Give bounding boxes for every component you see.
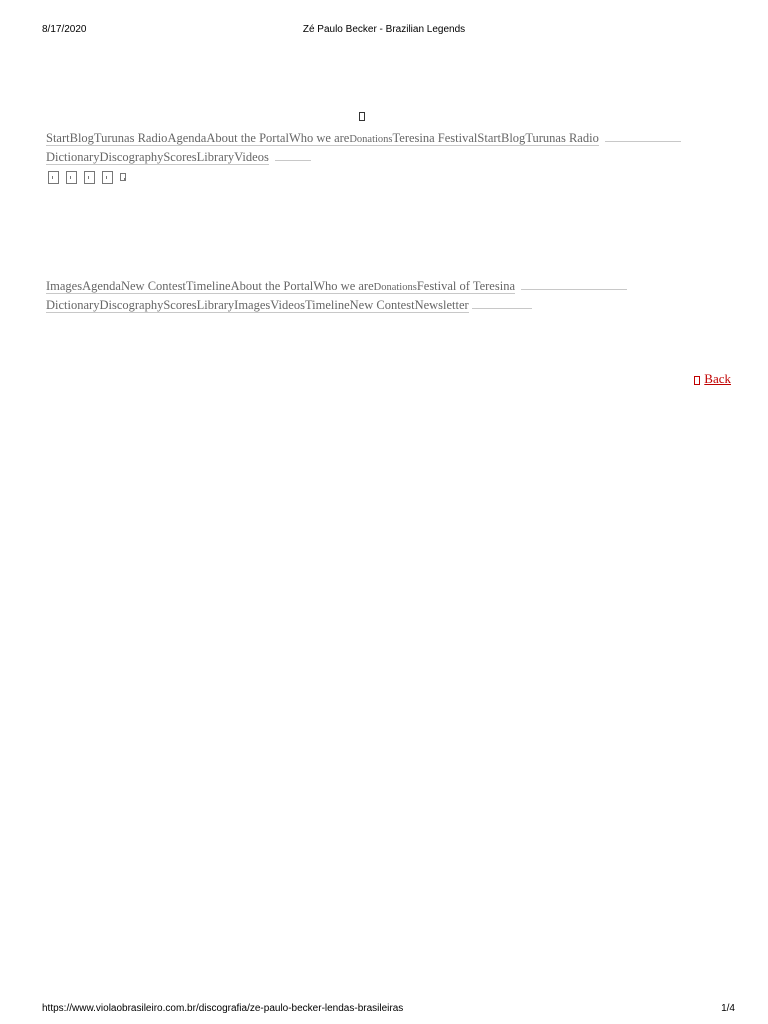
nav-start-2[interactable]: Start xyxy=(477,131,501,145)
nav-who-we-are[interactable]: Who we are xyxy=(288,131,350,145)
back-label: Back xyxy=(704,371,731,386)
nav-start[interactable]: Start xyxy=(46,131,70,145)
nav-new-contest-b[interactable]: New Contest xyxy=(349,298,415,312)
social-icons xyxy=(48,171,133,187)
social-icon-1[interactable] xyxy=(48,171,59,184)
search-field-1[interactable] xyxy=(605,129,681,142)
nav-agenda-b[interactable]: Agenda xyxy=(82,279,121,293)
nav-scores[interactable]: Scores xyxy=(163,150,197,164)
print-footer xyxy=(0,1003,768,1017)
nav-turunas-radio[interactable]: Turunas Radio xyxy=(93,131,168,145)
nav-festival-teresina[interactable]: Festival of Teresina xyxy=(416,279,515,293)
social-icon-3[interactable] xyxy=(84,171,95,184)
nav-new-contest[interactable]: New Contest xyxy=(120,279,186,293)
search-field-3[interactable] xyxy=(521,277,627,290)
nav-dictionary-b[interactable]: Dictionary xyxy=(46,298,100,312)
nav-dictionary[interactable]: Dictionary xyxy=(46,150,100,164)
print-header xyxy=(0,24,768,38)
nav-about-portal[interactable]: About the Portal xyxy=(206,131,289,145)
nav-teresina-festival[interactable]: Teresina Festival xyxy=(392,131,478,145)
nav-donations-b[interactable]: Donations xyxy=(373,282,417,293)
nav-about-portal-b[interactable]: About the Portal xyxy=(230,279,314,293)
back-link[interactable] xyxy=(694,371,731,387)
bottom-nav-row-2 xyxy=(46,296,532,313)
nav-videos-b[interactable]: Videos xyxy=(270,298,305,312)
nav-videos[interactable]: Videos xyxy=(234,150,269,164)
nav-scores-b[interactable]: Scores xyxy=(163,298,197,312)
nav-library[interactable]: Library xyxy=(196,150,235,164)
menu-icon[interactable] xyxy=(359,112,365,121)
back-arrow-icon xyxy=(694,376,700,385)
social-icon-2[interactable] xyxy=(66,171,77,184)
print-page-number: 1/4 xyxy=(721,1003,735,1014)
bottom-nav-row-1 xyxy=(46,277,627,296)
nav-blog[interactable]: Blog xyxy=(69,131,94,145)
nav-timeline-b[interactable]: Timeline xyxy=(304,298,350,312)
top-nav-row-2 xyxy=(46,148,311,165)
nav-newsletter[interactable]: Newsletter xyxy=(414,298,469,312)
nav-agenda[interactable]: Agenda xyxy=(167,131,207,145)
social-icon-4[interactable] xyxy=(102,171,113,184)
nav-library-b[interactable]: Library xyxy=(196,298,235,312)
nav-turunas-radio-2[interactable]: Turunas Radio xyxy=(525,131,599,145)
print-title: Zé Paulo Becker - Brazilian Legends xyxy=(302,24,466,35)
print-date: 8/17/2020 xyxy=(42,24,87,35)
nav-images-b[interactable]: Images xyxy=(234,298,271,312)
nav-timeline[interactable]: Timeline xyxy=(185,279,231,293)
nav-discography-b[interactable]: Discography xyxy=(99,298,164,312)
nav-blog-2[interactable]: Blog xyxy=(501,131,526,145)
nav-donations[interactable]: Donations xyxy=(349,134,393,145)
nav-images[interactable]: Images xyxy=(46,279,83,293)
nav-discography[interactable]: Discography xyxy=(99,150,164,164)
search-field-2[interactable] xyxy=(275,148,311,161)
nav-who-we-are-b[interactable]: Who we are xyxy=(313,279,374,293)
top-nav-row-1 xyxy=(46,129,681,148)
newsletter-field[interactable] xyxy=(472,296,532,309)
print-url: https://www.violaobrasileiro.com.br/discografia/ze-paulo-becker-lendas-brasileiras xyxy=(42,1003,404,1014)
social-icon-5[interactable] xyxy=(120,173,126,181)
